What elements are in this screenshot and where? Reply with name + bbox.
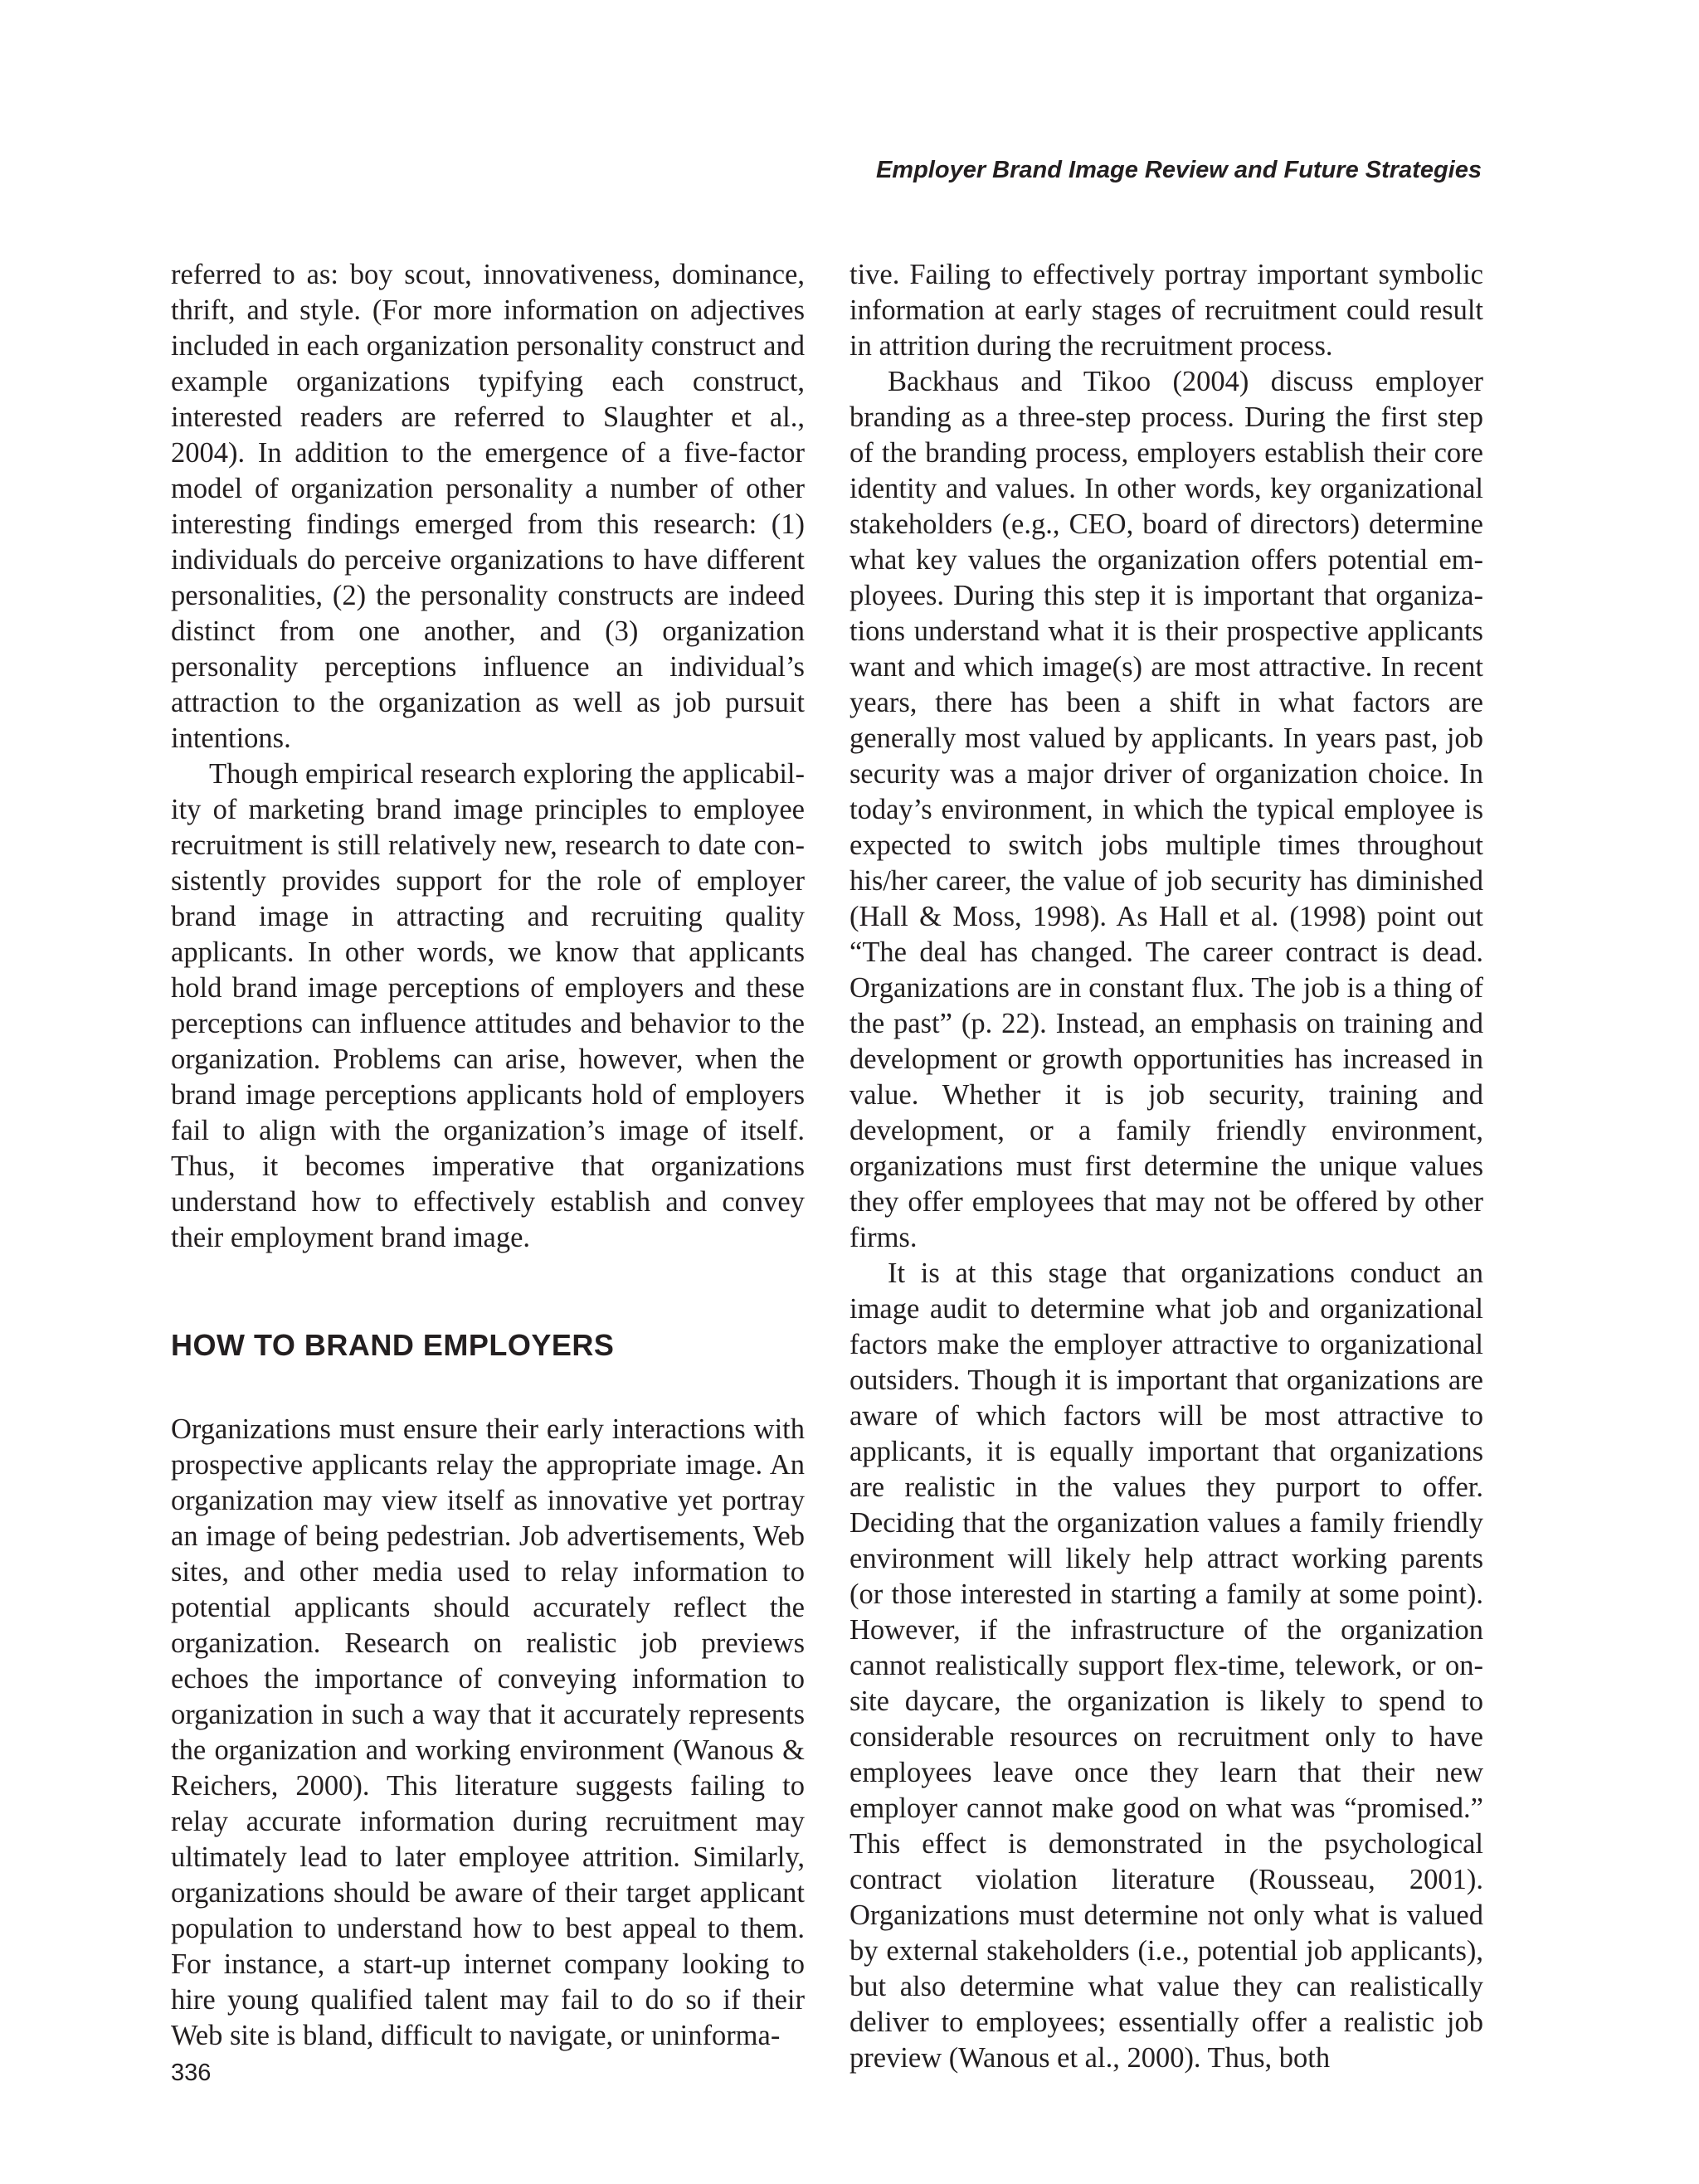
page-number: 336 [171,2060,212,2086]
running-header: Employer Brand Image Review and Future Strategies [875,157,1482,183]
left-paragraph-2: Though empirical research exploring the applicability of marketing brand image principles to employee recruitment is still relatively new, research to date consistently provides support for the role of employer brand image in attracting and recruiting quality applicants. In other words, we know that applicants hold brand image perceptions of employers and these perceptions can influence attitudes and behavior to the organization. Problems can arise, however, when the brand image perceptions applicants hold of employers fail to align with the organization’s image of itself. Thus, it becomes imperative that organizations understand how to effectively establish and convey their employment brand image. [171,758,805,1253]
left-paragraph-3: Organizations must ensure their early interactions with prospective applicants relay the appropriate image. An organization may view itself as innovative yet portray an image of being pedestrian. Job advertisements, Web sites, and other media used to relay information to potential applicants should accurately reflect the organization. Research on realistic job previews echoes the importance of conveying information to organization in such a way that it accurately represents the organization and working environment (Wanous & Reichers, 2000). This literature suggests failing to relay accurate information during recruitment may ultimately lead to later employee attrition. Similarly, organizations should be aware of their target applicant population to understand how to best appeal to them. For instance, a start-up internet company looking to hire young qualified talent may fail to do so if their Web site is bland, difficult to navigate, or uninforma- [171,1413,805,2051]
right-paragraph-1: tive. Failing to effectively portray important symbolic information at early stages of recruitment could result in attrition during the recruitment process. [850,259,1483,362]
section-heading: HOW TO BRAND EMPLOYERS [171,1328,615,1362]
left-column [171,257,805,2054]
left-paragraph-1: referred to as: boy scout, innovativeness, dominance, thrift, and style. (For more information on adjectives included in each organization personality construct and example organizations typifying each construct, interested readers are referred to Slaughter et al., 2004). In addition to the emergence of a five-factor model of organization personality a number of other interesting findings emerged from this research: (1) individuals do perceive organizations to have different personalities, (2) the personality constructs are indeed distinct from one another, and (3) organization personality perceptions influence an individual’s attraction to the organization as well as job pursuit intentions. [171,259,805,754]
right-paragraph-2: Backhaus and Tikoo (2004) discuss employer branding as a three-step process. During the first step of the branding process, employers establish their core identity and values. In other words, key organizational stakeholders (e.g., CEO, board of directors) determine what key values the organization offers potential employees. During this step it is important that organizations understand what it is their prospective applicants want and which image(s) are most attractive. In recent years, there has been a shift in what factors are generally most valued by applicants. In years past, job security was a major driver of organization choice. In today’s environment, in which the typical employee is expected to switch jobs multiple times throughout his/her career, the value of job security has diminished (Hall & Moss, 1998). As Hall et al. (1998) point out “The deal has changed. The career contract is dead. Organizations are in constant flux. The job is a thing of the past” (p. 22). Instead, an emphasis on training and development or growth opportunities has increased in value. Whether it is job security, training and development, or a family friendly environment, organizations must first determine the unique values they offer employees that may not be offered by other firms. [850,366,1483,1253]
right-paragraph-3: It is at this stage that organizations conduct an image audit to determine what job and organizational factors make the employer attractive to organizational outsiders. Though it is important that organizations are aware of which factors will be most attractive to applicants, it is equally important that organizations are realistic in the values they purport to offer. Deciding that the organization values a family friendly environment will likely help attract working parents (or those interested in starting a family at some point). However, if the infrastructure of the organization cannot realistically support flex-time, telework, or on-site daycare, the organization is likely to spend to considerable resources on recruitment only to have employees leave once they learn that their new employer cannot make good on what was “promised.” This effect is demonstrated in the psychological contract violation literature (Rousseau, 2001). Organizations must determine not only what is valued by external stakeholders (i.e., potential job applicants), but also determine what value they can realistically deliver to employees; essentially offer a realistic job preview (Wanous et al., 2000). Thus, both [850,1257,1483,2074]
right-column [850,257,1483,2076]
